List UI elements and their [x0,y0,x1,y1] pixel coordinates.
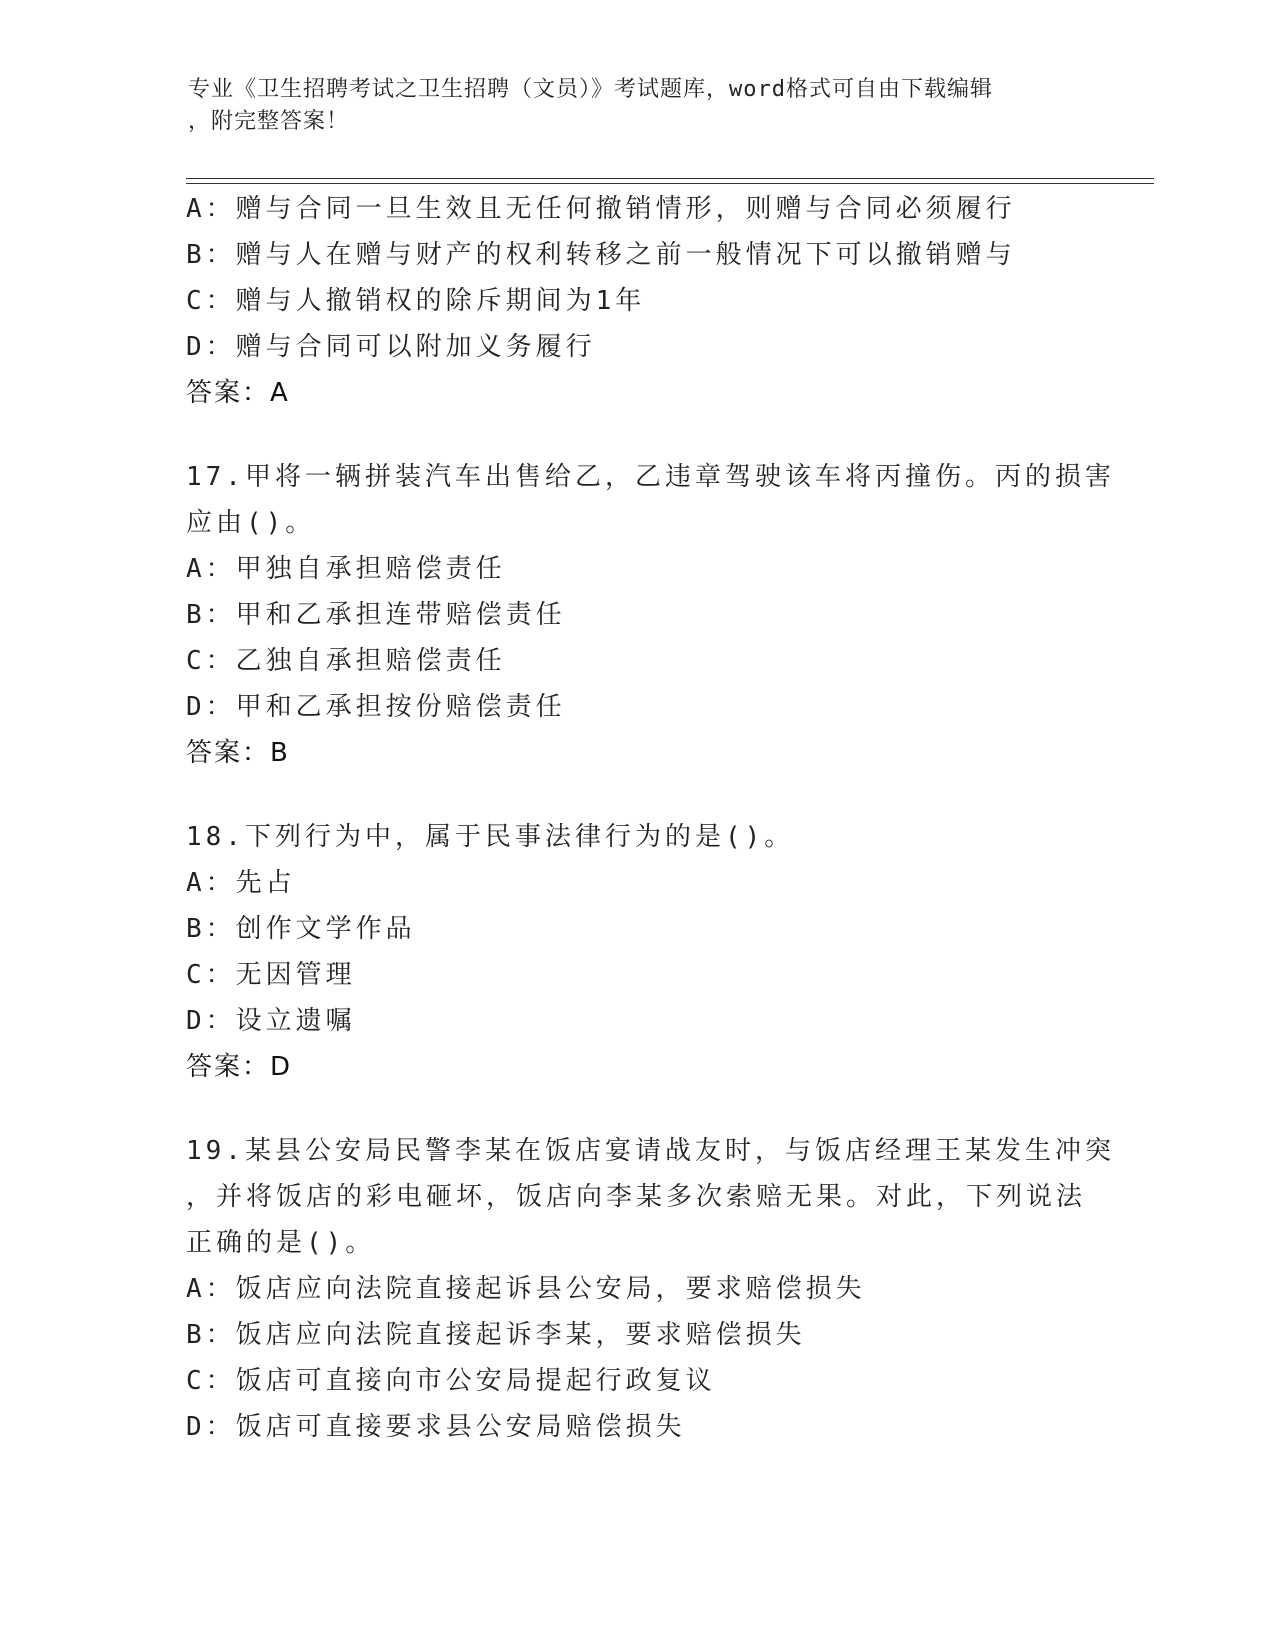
option-a: A：赠与合同一旦生效且无任何撤销情形，则赠与合同必须履行 [186,194,1016,224]
option-b: B：赠与人在赠与财产的权利转移之前一般情况下可以撤销赠与 [186,240,1016,270]
question-stem: 17.甲将一辆拼装汽车出售给乙，乙违章驾驶该车将丙撞伤。丙的损害 [186,462,1115,492]
question-stem: 19.某县公安局民警李某在饭店宴请战友时，与饭店经理王某发生冲突 [186,1136,1115,1166]
option-b: B：甲和乙承担连带赔偿责任 [186,600,566,630]
question-list [186,186,1115,1450]
question-17 [186,454,1115,776]
header-divider-top [186,178,1154,179]
option-d: D：赠与合同可以附加义务履行 [186,332,596,362]
question-16-continued [186,186,1086,416]
question-18 [186,814,1086,1090]
option-c: C：饭店可直接向市公安局提起行政复议 [186,1366,716,1396]
answer-label: 答案：B [186,738,290,768]
option-b: B：饭店应向法院直接起诉李某，要求赔偿损失 [186,1320,806,1350]
option-d: D：甲和乙承担按份赔偿责任 [186,692,566,722]
option-b: B：创作文学作品 [186,914,416,944]
question-stem: 18.下列行为中，属于民事法律行为的是()。 [186,822,795,852]
option-a: A：饭店应向法院直接起诉县公安局，要求赔偿损失 [186,1274,866,1304]
header-divider-bottom [186,183,1154,184]
option-d: D：设立遗嘱 [186,1006,356,1036]
option-c: C：乙独自承担赔偿责任 [186,646,506,676]
question-stem: 正确的是()。 [186,1228,376,1258]
answer-label: 答案：A [186,378,290,408]
question-stem: 应由()。 [186,508,316,538]
option-a: A：甲独自承担赔偿责任 [186,554,506,584]
question-stem: ，并将饭店的彩电砸坏，饭店向李某多次索赔无果。对此，下列说法 [186,1182,1087,1212]
option-c: C：赠与人撤销权的除斥期间为1年 [186,286,646,316]
document-header: 专业《卫生招聘考试之卫生招聘（文员）》考试题库，word格式可自由下载编辑 ，附完整答案！ [188,77,993,134]
answer-label: 答案：D [186,1052,293,1082]
option-d: D：饭店可直接要求县公安局赔偿损失 [186,1412,686,1442]
option-a: A：先占 [186,868,296,898]
option-c: C：无因管理 [186,960,356,990]
question-19 [186,1128,1115,1450]
